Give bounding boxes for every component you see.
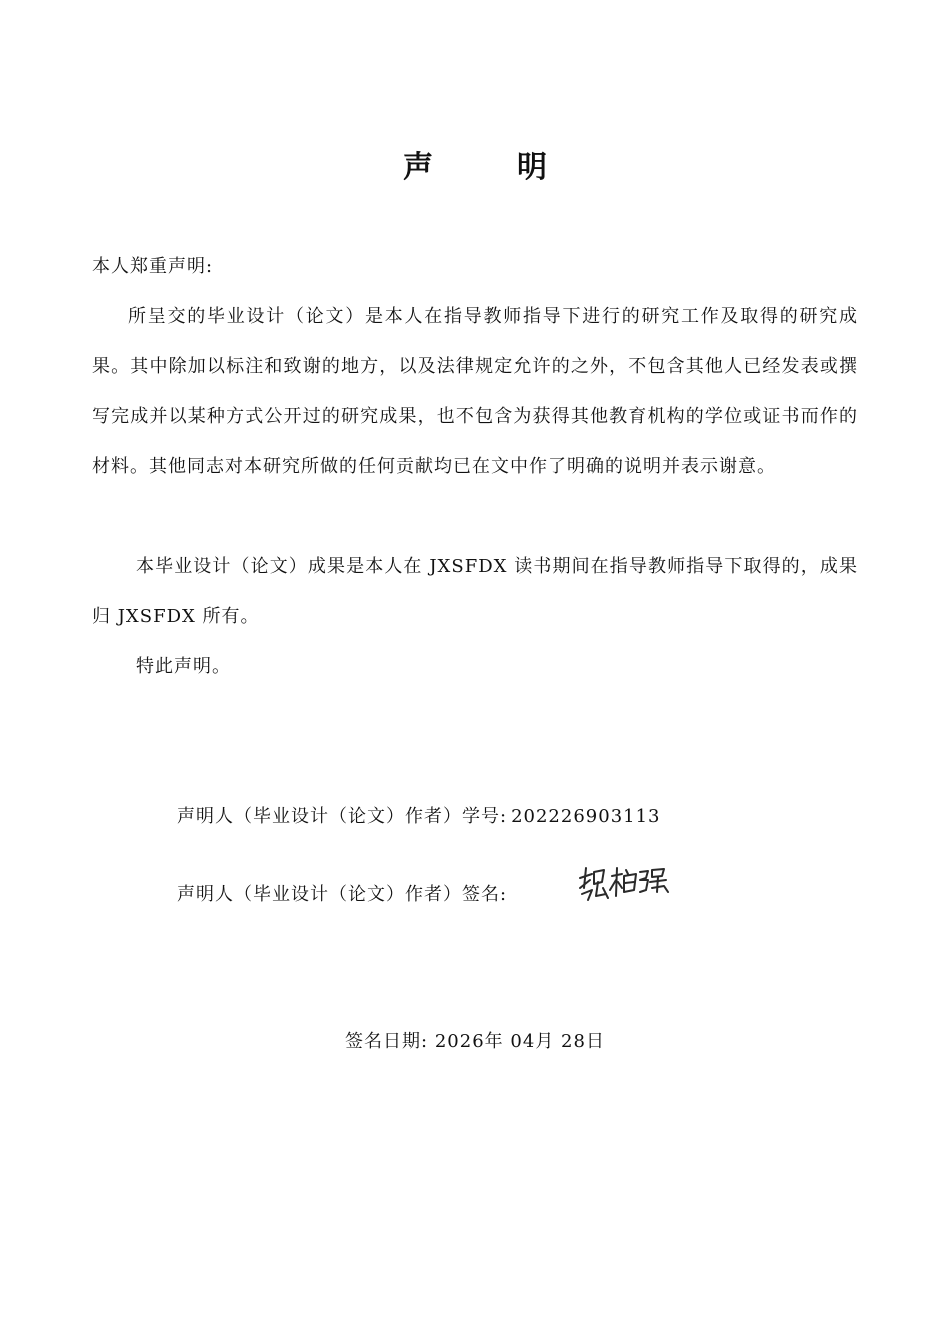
paragraph-originality: 所呈交的毕业设计（论文）是本人在指导教师指导下进行的研究工作及取得的研究成果。其中除加以标注和致谢的地方，以及法律规定允许的之外，不包含其他人已经发表或撰写完成并以某种方式公开过的研究成果，也不包含为获得其他教育机构的学位或证书而作的材料。其他同志对本研究所做的任何贡献均已在文中作了明确的说明并表示谢意。: [92, 306, 858, 477]
sign-date-month-unit: 月: [535, 1031, 555, 1052]
student-id-line: [177, 802, 661, 828]
student-id-label: 声明人（毕业设计（论文）作者）学号:: [177, 806, 508, 827]
sign-date-label: 签名日期:: [345, 1031, 429, 1052]
sign-date-month: 04: [510, 1031, 536, 1052]
title-char-2: 明: [517, 150, 547, 185]
paragraph-closing: 特此声明。: [136, 656, 231, 677]
sign-date-line: [0, 1027, 950, 1053]
sign-date-day-unit: 日: [585, 1031, 605, 1052]
paragraph-ownership: 本毕业设计（论文）成果是本人在 JXSFDX 读书期间在指导教师指导下取得的，成果归 JXSFDX 所有。: [92, 556, 858, 627]
student-id-value: 202226903113: [511, 806, 661, 827]
signature-label: 声明人（毕业设计（论文）作者）签名:: [177, 884, 508, 905]
sign-date-year-unit: 年: [484, 1031, 504, 1052]
sign-date-day: 28: [561, 1031, 586, 1052]
title-char-1: 声: [403, 150, 433, 185]
handwritten-signature: [576, 858, 672, 906]
intro-line: 本人郑重声明:: [92, 256, 214, 277]
sign-date-year: 2026: [434, 1031, 485, 1052]
page-title: [0, 142, 950, 186]
signature-line: [177, 880, 507, 906]
